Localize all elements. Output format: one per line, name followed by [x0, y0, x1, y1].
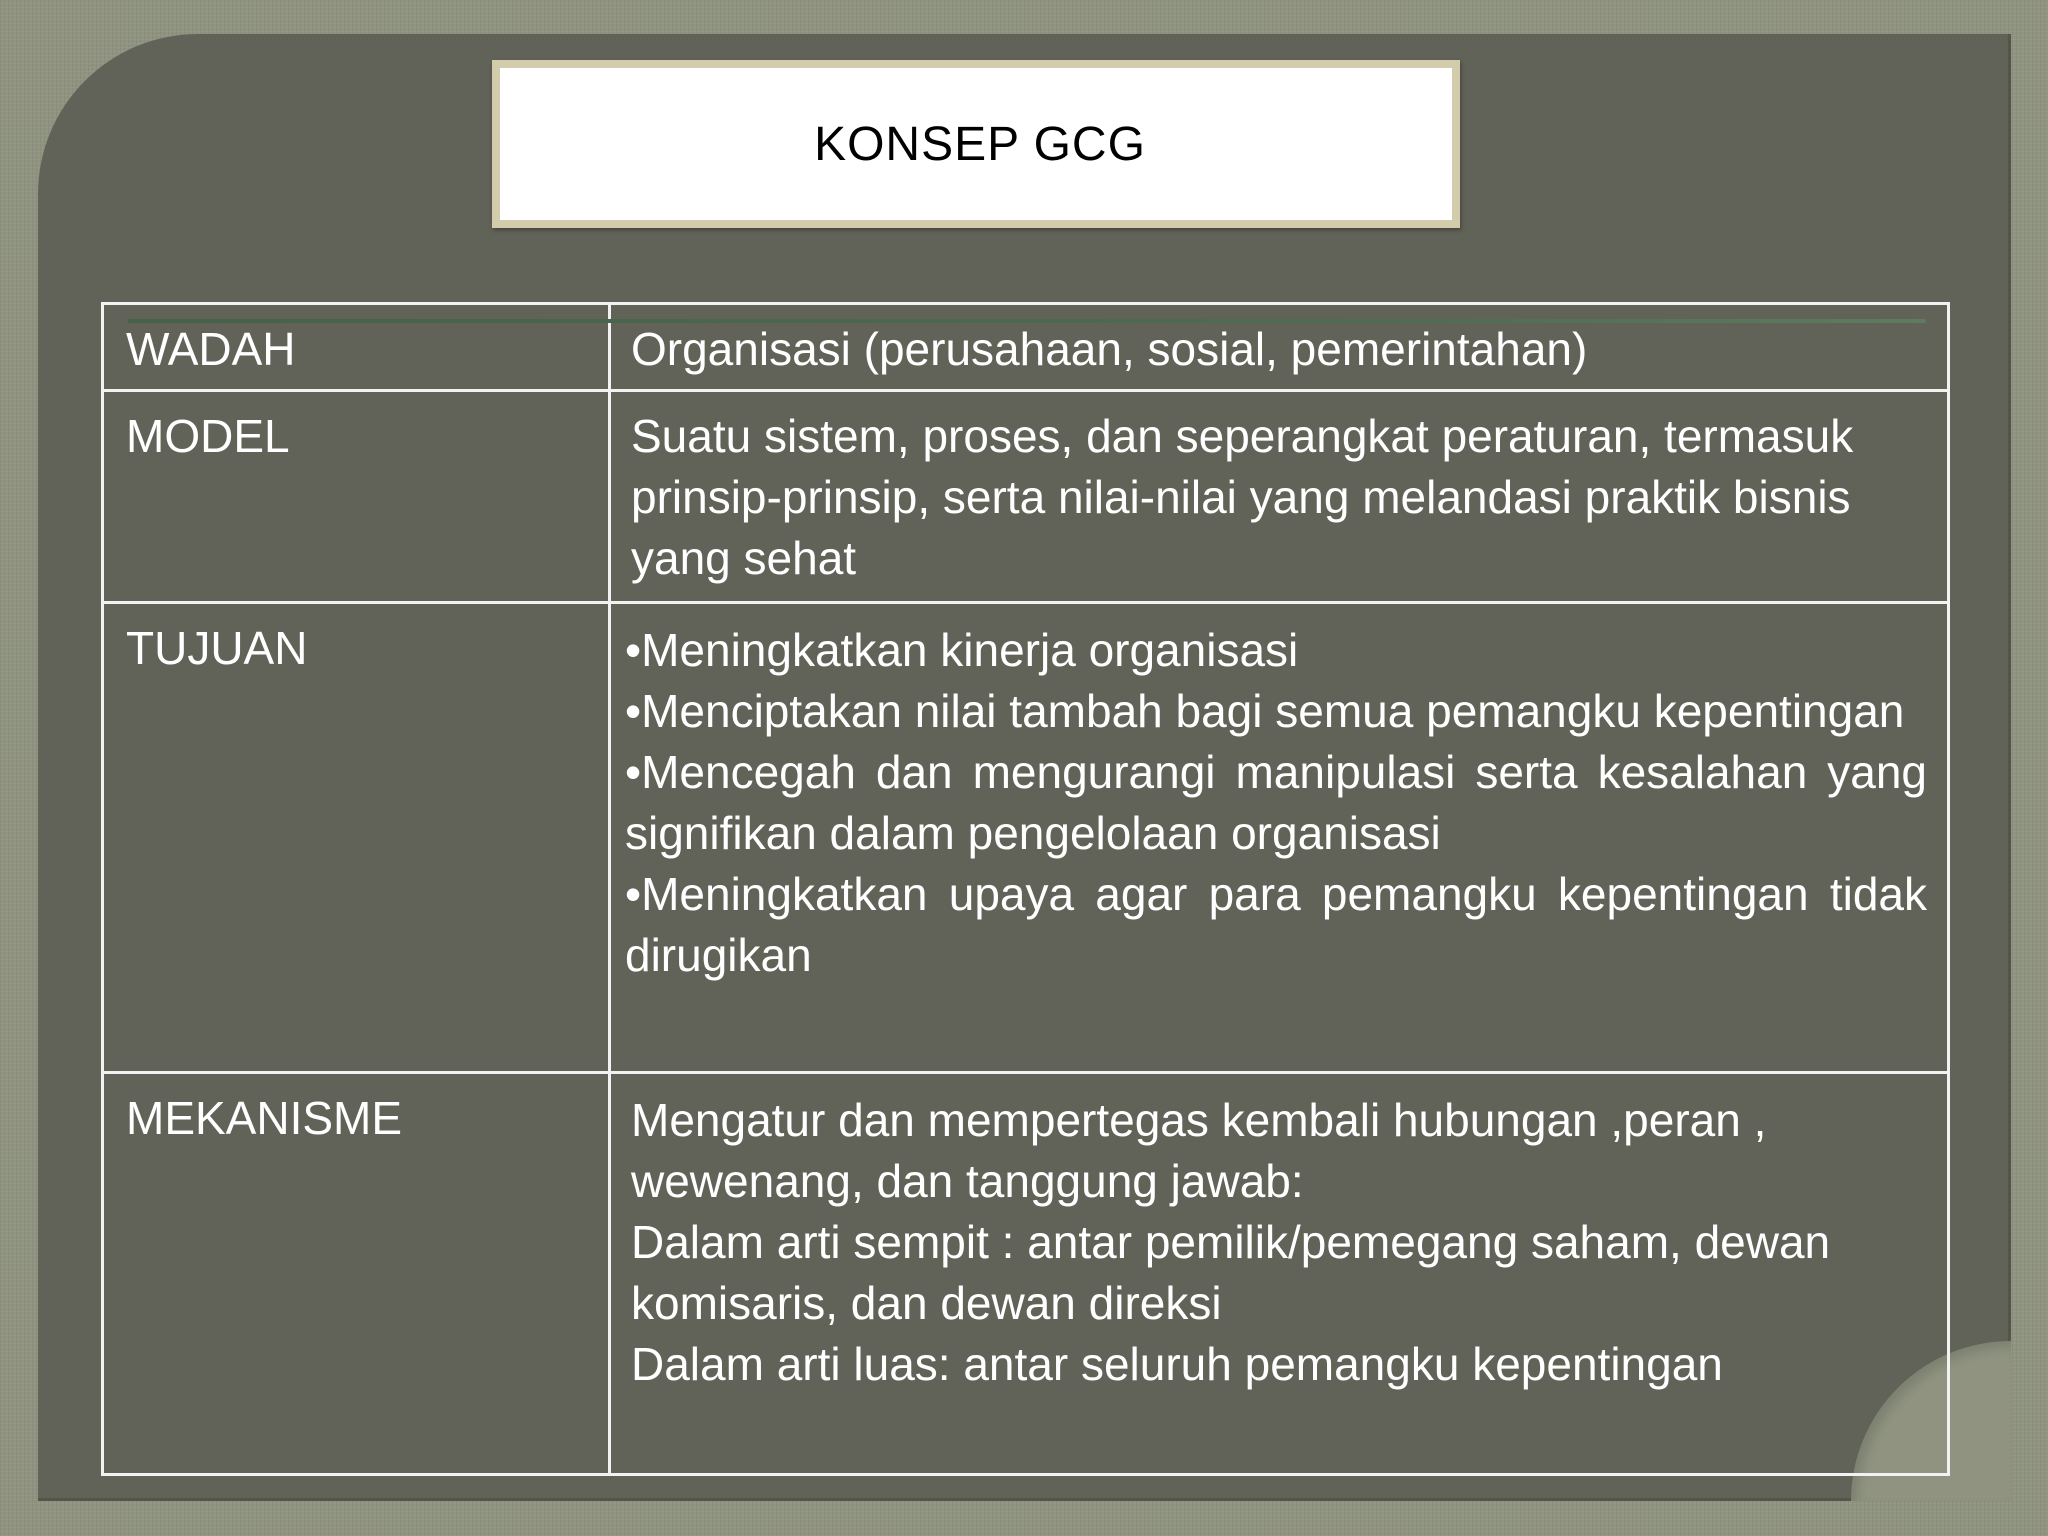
- list-item: •Mencegah dan mengurangi manipulasi serta kesalahan yang signifikan dalam pengelolaan organisasi: [625, 746, 1927, 859]
- table-row: [103, 603, 1949, 1073]
- accent-divider: [128, 319, 1926, 323]
- gcg-concept-table: [101, 302, 1950, 1476]
- row-text-model: Suatu sistem, proses, dan seperangkat peraturan, termasuk prinsip-prinsip, serta nilai-nilai yang melandasi praktik bisnis yang sehat: [610, 391, 1949, 603]
- table-row: [103, 391, 1949, 603]
- row-label-mekanisme: MEKANISME: [103, 1073, 610, 1475]
- row-label-tujuan: TUJUAN: [103, 603, 610, 1073]
- mekanisme-line: Dalam arti sempit : antar pemilik/pemegang saham, dewan komisaris, dan dewan direksi: [631, 1216, 1831, 1329]
- mekanisme-line: Dalam arti luas: antar seluruh pemangku kepentingan: [631, 1338, 1723, 1390]
- mekanisme-line: Mengatur dan mempertegas kembali hubungan ,peran , wewenang, dan tanggung jawab:: [631, 1094, 1767, 1207]
- table-row: [103, 1073, 1949, 1475]
- row-text-mekanisme: [610, 1073, 1949, 1475]
- list-item: •Menciptakan nilai tambah bagi semua pemangku kepentingan: [625, 685, 1905, 737]
- table-row: [103, 304, 1949, 391]
- row-text-wadah: Organisasi (perusahaan, sosial, pemerintahan): [610, 304, 1949, 391]
- list-item: •Meningkatkan upaya agar para pemangku kepentingan tidak dirugikan: [625, 868, 1927, 981]
- row-bullets-tujuan: [610, 603, 1949, 1073]
- list-item: •Meningkatkan kinerja organisasi: [625, 624, 1299, 676]
- title-box: [492, 60, 1460, 228]
- row-label-model: MODEL: [103, 391, 610, 603]
- row-label-wadah: WADAH: [103, 304, 610, 391]
- slide-title: KONSEP GCG: [814, 117, 1146, 171]
